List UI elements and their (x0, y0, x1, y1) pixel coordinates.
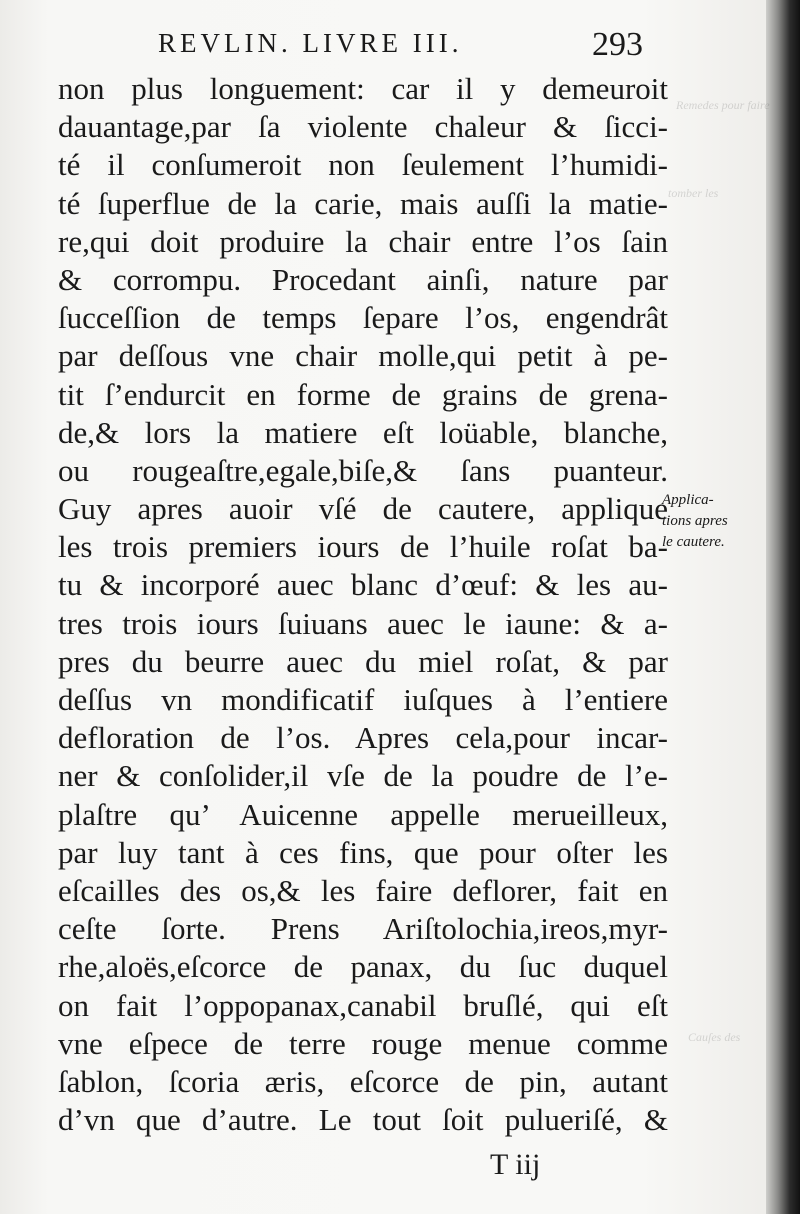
text-line: ſablon, ſcoria æris, eſcorce de pin, autant (58, 1063, 668, 1099)
show-through-text: tomber les (668, 186, 719, 200)
text-line: pres du beurre auec du miel roſat, & par (58, 643, 668, 679)
text-line: ſucceſſion de temps ſepare l’os, engendrât (58, 300, 668, 336)
text-line: re,qui doit produire la chair entre l’os ſain (58, 223, 668, 259)
text-line: ner & conſolider,il vſe de la poudre de l’e- (58, 758, 668, 794)
text-line: tres trois iours ſuiuans auec le iaune: & a- (58, 605, 668, 641)
text-line: deſſus vn mondificatif iuſques à l’entiere (58, 682, 668, 717)
margin-note (662, 490, 728, 553)
text-line: ou rougeaſtre,egale,biſe,& ſans puanteur. (58, 452, 668, 488)
text-line: d’vn que d’autre. Le tout ſoit pulueriſé, & (58, 1102, 668, 1138)
text-line: plaſtre qu’ Auicenne appelle merueilleux, (58, 796, 668, 832)
text-line: & corrompu. Procedant ainſi, nature par (58, 261, 668, 297)
text-line: par luy tant à ces fins, que pour oſter les (58, 834, 668, 870)
text-line: defloration de l’os. Apres cela,pour incar- (58, 720, 668, 756)
text-line: Guy apres auoir vſé de cautere, applique (58, 491, 668, 527)
margin-note-line: le cautere. (662, 534, 725, 550)
text-line: tu & incorporé auec blanc d’œuf: & les au- (58, 567, 668, 603)
signature-mark: T iij (490, 1148, 541, 1181)
text-line: non plus longuement: car il y demeuroit (58, 71, 668, 106)
text-line: té il conſumeroit non ſeulement l’humidi- (58, 147, 668, 183)
text-line: vne eſpece de terre rouge menue comme (58, 1025, 668, 1061)
text-line: par deſſous vne chair molle,qui petit à pe- (58, 338, 668, 374)
show-through-text: Remedes pour faire (676, 98, 770, 112)
show-through-text: Cauſes des (688, 1030, 741, 1044)
text-line: on fait l’oppopanax,canabil bruſlé, qui eſt (58, 987, 668, 1023)
page-edge-shadow (766, 0, 800, 1214)
text-line: dauantage,par ſa violente chaleur & ſicci- (58, 109, 668, 145)
page-number: 293 (592, 26, 643, 63)
text-line: té ſuperflue de la carie, mais auſſi la matie- (58, 185, 668, 221)
text-line: de,& lors la matiere eſt loüable, blanche, (58, 414, 668, 450)
text-line: eſcailles des os,& les faire deflorer, fait en (58, 872, 668, 908)
text-line: ceſte ſorte. Prens Ariſtolochia,ireos,myr- (58, 911, 668, 947)
margin-note-line: Applica- (662, 492, 714, 508)
text-line: tit ſ’endurcit en forme de grains de grena- (58, 376, 668, 412)
text-line: les trois premiers iours de l’huile roſat ba- (58, 529, 668, 565)
running-head: REVLIN. LIVRE III. (158, 28, 463, 58)
body-text (58, 70, 668, 1139)
text-line: rhe,aloës,eſcorce de panax, du ſuc duquel (58, 949, 668, 985)
margin-note-line: tions apres (662, 513, 728, 529)
